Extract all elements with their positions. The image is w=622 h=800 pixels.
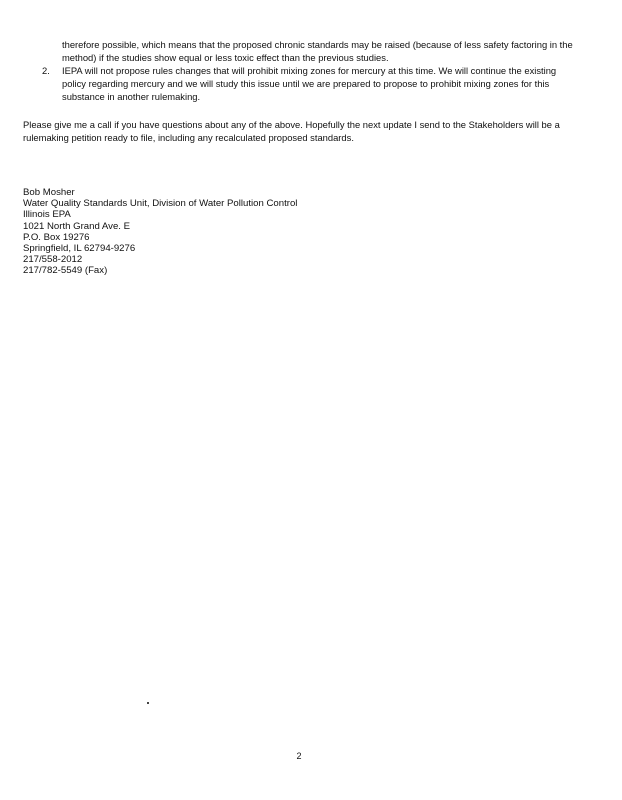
page-number: 2: [296, 751, 302, 761]
signature-po-box: P.O. Box 19276: [23, 231, 90, 243]
closing-paragraph: Please give me a call if you have questions about any of the above. Hopefully the next update I send to the Stakeholders will be a rulemaking petition ready to file, including any recalculated proposed standards.: [23, 119, 560, 143]
signature-block: [23, 187, 423, 277]
list-item-2: [42, 64, 582, 103]
list-item-text: IEPA will not propose rules changes that will prohibit mixing zones for mercury at this time. We will continue the existing policy regarding mercury and we will study this issue until we are prepared to propose to prohibit mixing zones for this substance in another rulemaking.: [62, 65, 557, 102]
signature-street: 1021 North Grand Ave. E: [23, 220, 131, 232]
signature-fax: 217/782-5549 (Fax): [23, 265, 108, 277]
signature-name: Bob Mosher: [23, 187, 75, 198]
signature-phone: 217/558-2012: [23, 254, 83, 266]
signature-agency: Illinois EPA: [23, 209, 71, 221]
signature-city: Springfield, IL 62794-9276: [23, 243, 136, 255]
signature-unit: Water Quality Standards Unit, Division of Water Pollution Control: [23, 198, 298, 210]
scan-speck: [147, 702, 149, 704]
list-item-number: 2.: [42, 65, 50, 76]
list-item-1-continuation: therefore possible, which means that the proposed chronic standards may be raised (because of less safety factoring in the method) if the studies show equal or less toxic effect than the previous studies.: [62, 39, 573, 63]
